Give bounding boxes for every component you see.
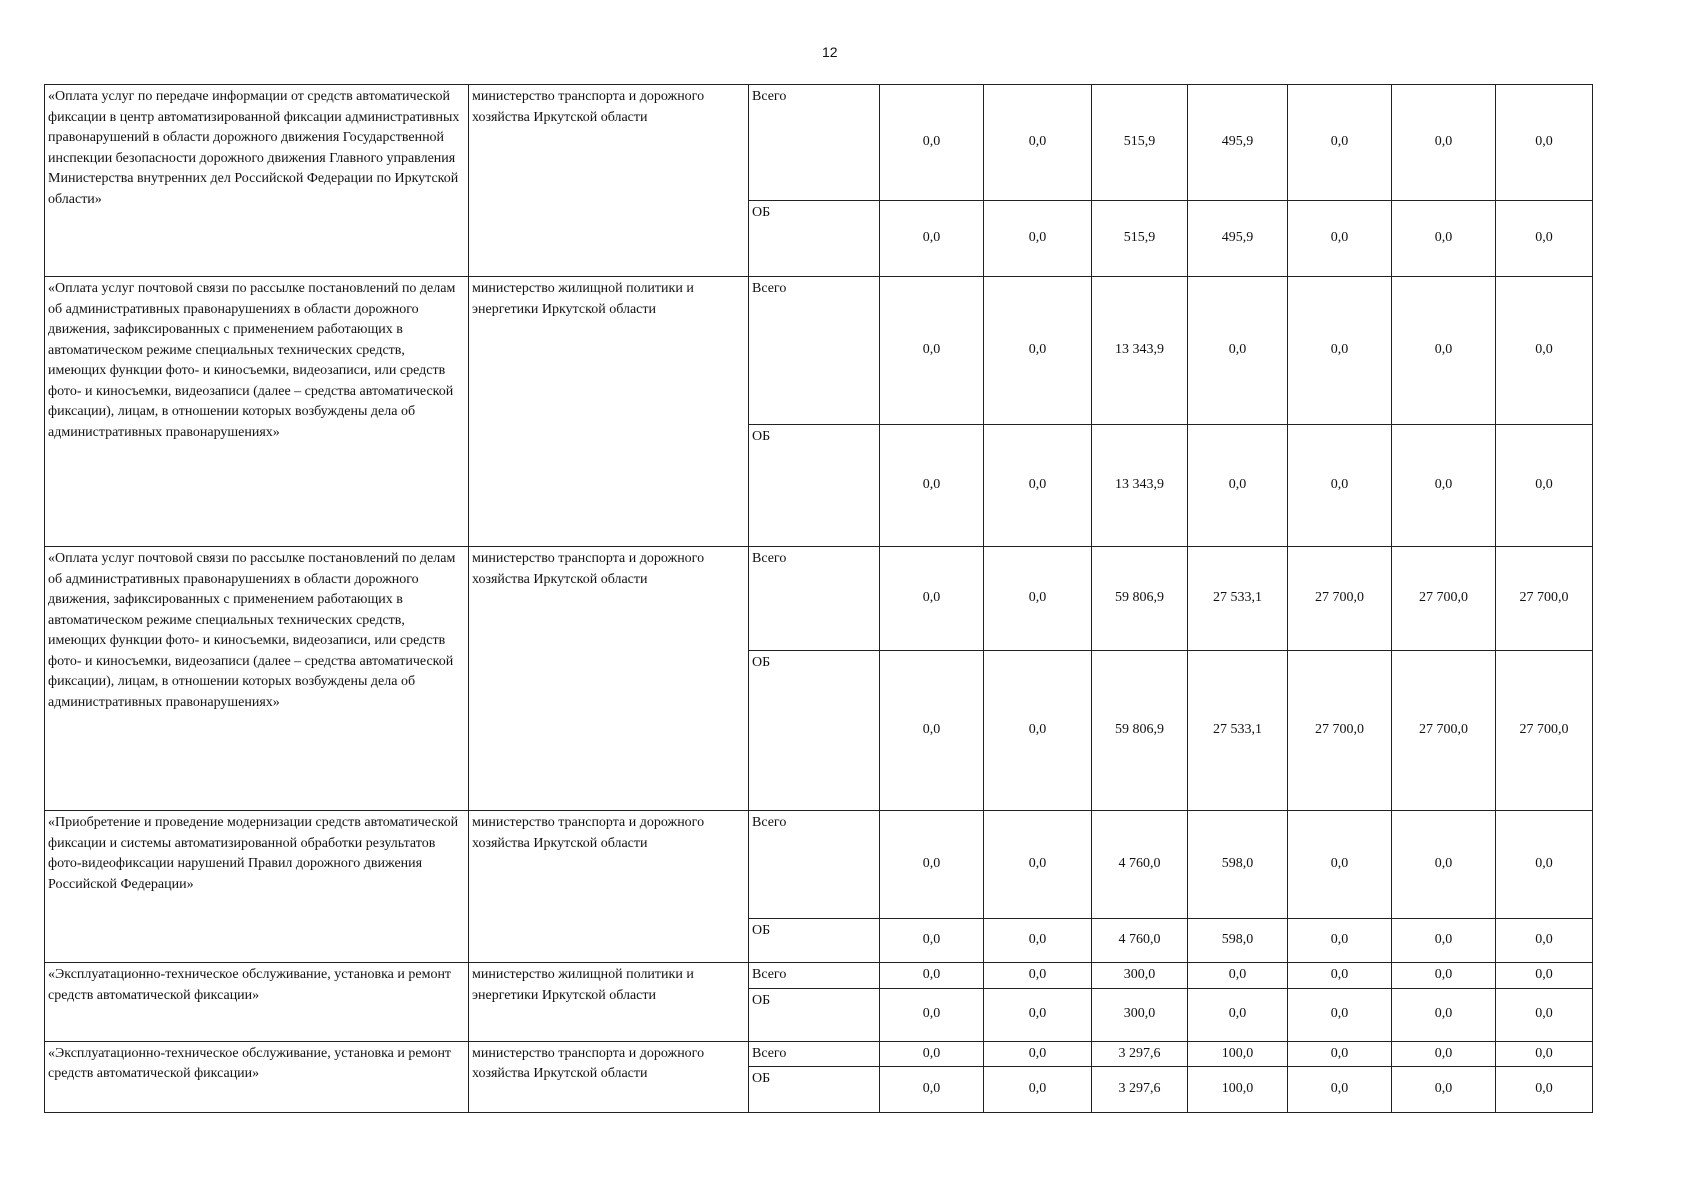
value-cell: 515,9 (1092, 85, 1188, 201)
funding-source-cell: ОБ (749, 425, 880, 547)
value-cell: 27 700,0 (1288, 651, 1392, 811)
value-cell: 0,0 (1288, 919, 1392, 963)
value-cell: 0,0 (984, 85, 1092, 201)
value-cell: 0,0 (1496, 277, 1593, 425)
value-cell: 495,9 (1188, 201, 1288, 277)
value-cell: 515,9 (1092, 201, 1188, 277)
value-cell: 0,0 (1288, 201, 1392, 277)
value-cell: 0,0 (1288, 1041, 1392, 1067)
value-cell: 0,0 (984, 811, 1092, 919)
value-cell: 300,0 (1092, 988, 1188, 1041)
value-cell: 0,0 (1392, 963, 1496, 989)
value-cell: 0,0 (1496, 425, 1593, 547)
value-cell: 0,0 (984, 988, 1092, 1041)
value-cell: 0,0 (1392, 919, 1496, 963)
value-cell: 0,0 (880, 425, 984, 547)
funding-source-cell: Всего (749, 85, 880, 201)
measure-cell: «Эксплуатационно-техническое обслуживание, установка и ремонт средств автоматической фиксации» (45, 1041, 469, 1113)
value-cell: 0,0 (1188, 425, 1288, 547)
value-cell: 0,0 (1496, 988, 1593, 1041)
value-cell: 27 700,0 (1392, 547, 1496, 651)
executor-cell: министерство жилищной политики и энергетики Иркутской области (469, 963, 749, 1042)
funding-source-cell: ОБ (749, 988, 880, 1041)
value-cell: 0,0 (1496, 1041, 1593, 1067)
value-cell: 27 700,0 (1496, 547, 1593, 651)
value-cell: 0,0 (880, 1067, 984, 1113)
value-cell: 27 700,0 (1288, 547, 1392, 651)
value-cell: 0,0 (1496, 85, 1593, 201)
value-cell: 0,0 (1496, 811, 1593, 919)
value-cell: 0,0 (1188, 988, 1288, 1041)
value-cell: 4 760,0 (1092, 919, 1188, 963)
executor-cell: министерство транспорта и дорожного хозяйства Иркутской области (469, 85, 749, 277)
value-cell: 0,0 (984, 963, 1092, 989)
value-cell: 0,0 (1392, 811, 1496, 919)
value-cell: 0,0 (880, 201, 984, 277)
value-cell: 0,0 (1288, 425, 1392, 547)
value-cell: 0,0 (1288, 85, 1392, 201)
value-cell: 0,0 (984, 651, 1092, 811)
funding-source-cell: Всего (749, 547, 880, 651)
funding-source-cell: ОБ (749, 651, 880, 811)
value-cell: 598,0 (1188, 919, 1288, 963)
value-cell: 0,0 (1288, 1067, 1392, 1113)
value-cell: 0,0 (880, 988, 984, 1041)
value-cell: 300,0 (1092, 963, 1188, 989)
value-cell: 0,0 (880, 651, 984, 811)
value-cell: 0,0 (1288, 811, 1392, 919)
measure-cell: «Оплата услуг по передаче информации от средств автоматической фиксации в центр автоматизированной фиксации административных правонарушений в области дорожного движения Государственной инспекции безопасности дорожного движения Главного управления Министерства внутренних дел Российской Федерации по Иркутской области» (45, 85, 469, 277)
table-row (45, 277, 1593, 425)
value-cell: 0,0 (984, 547, 1092, 651)
value-cell: 0,0 (1496, 963, 1593, 989)
table-row (45, 963, 1593, 989)
value-cell: 0,0 (880, 547, 984, 651)
funding-source-cell: ОБ (749, 201, 880, 277)
value-cell: 27 700,0 (1496, 651, 1593, 811)
value-cell: 100,0 (1188, 1041, 1288, 1067)
measure-cell: «Оплата услуг почтовой связи по рассылке постановлений по делам об административных правонарушениях в области дорожного движения, зафиксированных с применением работающих в автоматическом режиме специальных технических средств, имеющих функции фото- и киносъемки, видеозаписи, или средств фото- и киносъемки, видеозаписи (далее – средства автоматической фиксации), лицам, в отношении которых возбуждены дела об административных правонарушениях» (45, 277, 469, 547)
value-cell: 0,0 (1496, 919, 1593, 963)
funding-source-cell: Всего (749, 963, 880, 989)
value-cell: 27 700,0 (1392, 651, 1496, 811)
value-cell: 0,0 (1188, 277, 1288, 425)
executor-cell: министерство транспорта и дорожного хозяйства Иркутской области (469, 547, 749, 811)
funding-source-cell: ОБ (749, 1067, 880, 1113)
value-cell: 0,0 (1288, 277, 1392, 425)
value-cell: 0,0 (984, 919, 1092, 963)
value-cell: 59 806,9 (1092, 651, 1188, 811)
executor-cell: министерство транспорта и дорожного хозяйства Иркутской области (469, 1041, 749, 1113)
value-cell: 0,0 (880, 919, 984, 963)
value-cell: 0,0 (984, 1067, 1092, 1113)
value-cell: 13 343,9 (1092, 277, 1188, 425)
value-cell: 100,0 (1188, 1067, 1288, 1113)
value-cell: 598,0 (1188, 811, 1288, 919)
value-cell: 0,0 (880, 963, 984, 989)
table-body (45, 85, 1593, 1113)
value-cell: 0,0 (880, 277, 984, 425)
value-cell: 0,0 (880, 811, 984, 919)
table-row (45, 85, 1593, 201)
value-cell: 0,0 (1288, 963, 1392, 989)
value-cell: 0,0 (1392, 1041, 1496, 1067)
budget-table (44, 84, 1593, 1113)
funding-source-cell: Всего (749, 811, 880, 919)
value-cell: 0,0 (1496, 201, 1593, 277)
value-cell: 0,0 (880, 1041, 984, 1067)
value-cell: 27 533,1 (1188, 547, 1288, 651)
table-row (45, 1041, 1593, 1067)
value-cell: 0,0 (1288, 988, 1392, 1041)
value-cell: 0,0 (984, 1041, 1092, 1067)
table-row (45, 547, 1593, 651)
value-cell: 0,0 (1392, 988, 1496, 1041)
value-cell: 27 533,1 (1188, 651, 1288, 811)
value-cell: 3 297,6 (1092, 1067, 1188, 1113)
measure-cell: «Эксплуатационно-техническое обслуживание, установка и ремонт средств автоматической фиксации» (45, 963, 469, 1042)
value-cell: 0,0 (984, 277, 1092, 425)
table-row (45, 811, 1593, 919)
value-cell: 0,0 (1392, 201, 1496, 277)
value-cell: 0,0 (984, 425, 1092, 547)
value-cell: 0,0 (1496, 1067, 1593, 1113)
value-cell: 4 760,0 (1092, 811, 1188, 919)
value-cell: 0,0 (1392, 85, 1496, 201)
value-cell: 0,0 (1392, 1067, 1496, 1113)
value-cell: 3 297,6 (1092, 1041, 1188, 1067)
value-cell: 0,0 (1392, 425, 1496, 547)
value-cell: 13 343,9 (1092, 425, 1188, 547)
executor-cell: министерство транспорта и дорожного хозяйства Иркутской области (469, 811, 749, 963)
measure-cell: «Приобретение и проведение модернизации средств автоматической фиксации и системы автоматизированной обработки результатов фото-видеофиксации нарушений Правил дорожного движения Российской Федерации» (45, 811, 469, 963)
measure-cell: «Оплата услуг почтовой связи по рассылке постановлений по делам об административных правонарушениях в области дорожного движения, зафиксированных с применением работающих в автоматическом режиме специальных технических средств, имеющих функции фото- и киносъемки, видеозаписи, или средств фото- и киносъемки, видеозаписи (далее – средства автоматической фиксации), лицам, в отношении которых возбуждены дела об административных правонарушениях» (45, 547, 469, 811)
page-number: 12 (822, 44, 838, 60)
funding-source-cell: Всего (749, 1041, 880, 1067)
value-cell: 0,0 (880, 85, 984, 201)
executor-cell: министерство жилищной политики и энергетики Иркутской области (469, 277, 749, 547)
value-cell: 0,0 (984, 201, 1092, 277)
value-cell: 0,0 (1188, 963, 1288, 989)
funding-source-cell: ОБ (749, 919, 880, 963)
value-cell: 0,0 (1392, 277, 1496, 425)
funding-source-cell: Всего (749, 277, 880, 425)
value-cell: 495,9 (1188, 85, 1288, 201)
value-cell: 59 806,9 (1092, 547, 1188, 651)
